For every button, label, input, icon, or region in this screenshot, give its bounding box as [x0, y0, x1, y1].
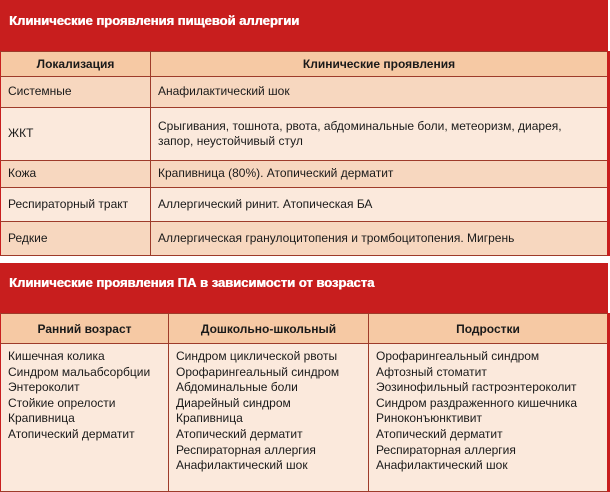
table1-header-cell: Локализация [1, 52, 151, 77]
list-item: Кишечная колика [8, 349, 105, 363]
localization-cell: Кожа [1, 160, 151, 187]
list-item: Энтероколит [8, 380, 80, 395]
list-item: Риноконъюнктивит [376, 411, 482, 426]
list-item: Респираторная аллергия [176, 442, 316, 457]
list-item: Синдром циклической рвоты [176, 349, 338, 363]
list-item: Эозинофильный гастроэнтероколит [376, 380, 577, 395]
table2-header-cell: Подростки [369, 314, 609, 344]
localization-cell: Системные [1, 76, 151, 107]
table2-header-cell: Ранний возраст [1, 314, 169, 344]
table1-header-cell: Клинические проявления [151, 52, 609, 77]
list-item: Синдром раздраженного кишечника [376, 395, 578, 410]
table2 [0, 313, 610, 492]
list-item: Абдоминальные боли [176, 380, 298, 395]
manifestation-cell: Аллергическая гранулоцитопения и тромбоцитопения. Мигрень [151, 221, 609, 255]
table2-header-cell: Дошкольно-школьный [169, 314, 369, 344]
list-item: Крапивница [176, 411, 243, 426]
age-group-column [1, 344, 169, 492]
table-row [1, 107, 609, 160]
list-item: Афтозный стоматит [376, 364, 487, 379]
list-item: Анафилактический шок [176, 458, 308, 473]
list-item: Атопический дерматит [176, 426, 303, 441]
list-item: Крапивница [8, 411, 75, 426]
list-item: Орофарингеальный синдром [176, 364, 340, 379]
list-item: Синдром мальабсорбции [8, 364, 151, 379]
age-group-column [369, 344, 609, 492]
manifestation-cell: Аллергический ринит. Атопическая БА [151, 187, 609, 221]
table2-title: Клинические проявления ПА в зависимости от возраста [9, 274, 375, 290]
age-group-column [169, 344, 369, 492]
localization-cell: Редкие [1, 221, 151, 255]
table1 [0, 51, 610, 256]
table1-header-row [1, 52, 609, 77]
list-item: Диарейный синдром [176, 395, 291, 410]
manifestation-cell: Крапивница (80%). Атопический дерматит [151, 160, 609, 187]
list-item: Анафилактический шок [376, 458, 508, 473]
table-row [1, 160, 609, 187]
table-row [1, 187, 609, 221]
localization-cell: Респираторный тракт [1, 187, 151, 221]
table2-header-row [1, 314, 609, 344]
manifestation-cell: Анафилактический шок [151, 76, 609, 107]
list-item: Орофарингеальный синдром [376, 349, 540, 363]
table2-body-row [1, 344, 609, 492]
table-row [1, 76, 609, 107]
manifestation-cell: Срыгивания, тошнота, рвота, абдоминальные боли, метеоризм, диарея, запор, неустойчивый стул [151, 107, 609, 160]
table-row [1, 221, 609, 255]
list-item: Атопический дерматит [8, 426, 135, 441]
list-item: Респираторная аллергия [376, 442, 516, 457]
table1-title: Клинические проявления пищевой аллергии [9, 13, 300, 28]
list-item: Стойкие опрелости [8, 395, 116, 410]
list-item: Атопический дерматит [376, 426, 503, 441]
localization-cell: ЖКТ [1, 107, 151, 160]
